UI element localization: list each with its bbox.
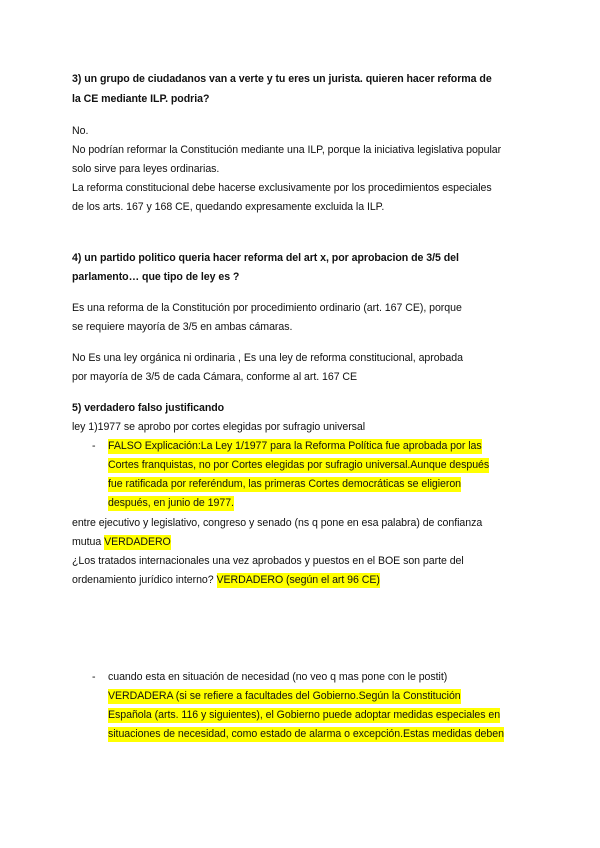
q5-bullet-2-line-1: cuando esta en situación de necesidad (no veo q mas pone con le postit) bbox=[108, 671, 448, 683]
q5-statement-3-prefix: ordenamiento jurídico interno? bbox=[72, 574, 217, 586]
q5-statement-2-line-1: entre ejecutivo y legislativo, congreso y senado (ns q pone en esa palabra) de confianza bbox=[72, 517, 483, 529]
q5-statement-3-answer: VERDADERO (según el art 96 CE) bbox=[216, 574, 380, 586]
q3-title-line-2: la CE mediante ILP. podria? bbox=[72, 93, 210, 105]
q5-bullet-1-line-2: Cortes franquistas, no por Cortes elegidas por sufragio universal.Aunque después bbox=[108, 459, 490, 471]
q5-bullet-1-line-1: FALSO Explicación:La Ley 1/1977 para la Reforma Política fue aprobada por las bbox=[108, 440, 482, 452]
q3-answer-line-5: de los arts. 167 y 168 CE, quedando expresamente excluida la ILP. bbox=[72, 201, 385, 213]
q5-bullet-1-line-3: fue ratificada por referéndum, las primeras Cortes democráticas se eligieron bbox=[108, 478, 462, 490]
q3-answer-line-3: solo sirve para leyes ordinarias. bbox=[72, 163, 220, 175]
q5-statement-2-line-2 bbox=[72, 535, 171, 549]
q3-title-line-1: 3) un grupo de ciudadanos van a verte y tu eres un jurista. quieren hacer reforma de bbox=[72, 73, 492, 85]
bullet-marker: - bbox=[92, 671, 96, 683]
q5-bullet-1-line-3-wrap bbox=[108, 477, 461, 491]
q4-paragraph-1-line-1: Es una reforma de la Constitución por procedimiento ordinario (art. 167 CE), porque bbox=[72, 302, 462, 314]
q5-bullet-1-line-4: después, en junio de 1977. bbox=[108, 497, 234, 509]
q5-bullet-2-line-2: VERDADERA (si se refiere a facultades del Gobierno.Según la Constitución bbox=[108, 690, 461, 702]
q5-bullet-1-line-4-wrap bbox=[108, 496, 234, 510]
q3-answer-line-2: No podrían reformar la Constitución mediante una ILP, porque la iniciativa legislativa popular bbox=[72, 144, 502, 156]
q5-bullet-2-line-4-wrap bbox=[108, 727, 504, 741]
q5-bullet-2-line-4: situaciones de necesidad, como estado de alarma o excepción.Estas medidas deben bbox=[108, 728, 504, 740]
q5-bullet-2-line-3-wrap bbox=[108, 708, 500, 722]
q4-title-line-1: 4) un partido politico queria hacer reforma del art x, por aprobacion de 3/5 del bbox=[72, 252, 459, 264]
q5-bullet-1-line-1-wrap bbox=[108, 439, 482, 453]
bullet-marker: - bbox=[92, 440, 96, 452]
q5-statement-2-answer: VERDADERO bbox=[104, 536, 171, 548]
q3-answer-line-4: La reforma constitucional debe hacerse exclusivamente por los procedimientos especiales bbox=[72, 182, 492, 194]
q5-statement-3-line-2 bbox=[72, 573, 380, 587]
q5-statement-3-line-1: ¿Los tratados internacionales una vez aprobados y puestos en el BOE son parte del bbox=[72, 555, 464, 567]
q3-answer-line-1: No. bbox=[72, 125, 89, 137]
q5-bullet-1-line-2-wrap bbox=[108, 458, 489, 472]
q4-paragraph-2-line-1: No Es una ley orgánica ni ordinaria , Es una ley de reforma constitucional, aprobada bbox=[72, 352, 463, 364]
q5-statement-2-prefix: mutua bbox=[72, 536, 105, 548]
q5-bullet-2-line-3: Española (arts. 116 y siguientes), el Gobierno puede adoptar medidas especiales en bbox=[108, 709, 501, 721]
q5-bullet-2-line-2-wrap bbox=[108, 689, 461, 703]
q4-title-line-2: parlamento… que tipo de ley es ? bbox=[72, 271, 240, 283]
q4-paragraph-2-line-2: por mayoría de 3/5 de cada Cámara, conforme al art. 167 CE bbox=[72, 371, 358, 383]
q5-statement-1: ley 1)1977 se aprobo por cortes elegidas por sufragio universal bbox=[72, 421, 366, 433]
q5-title: 5) verdadero falso justificando bbox=[72, 402, 225, 414]
q4-paragraph-1-line-2: se requiere mayoría de 3/5 en ambas cámaras. bbox=[72, 321, 293, 333]
